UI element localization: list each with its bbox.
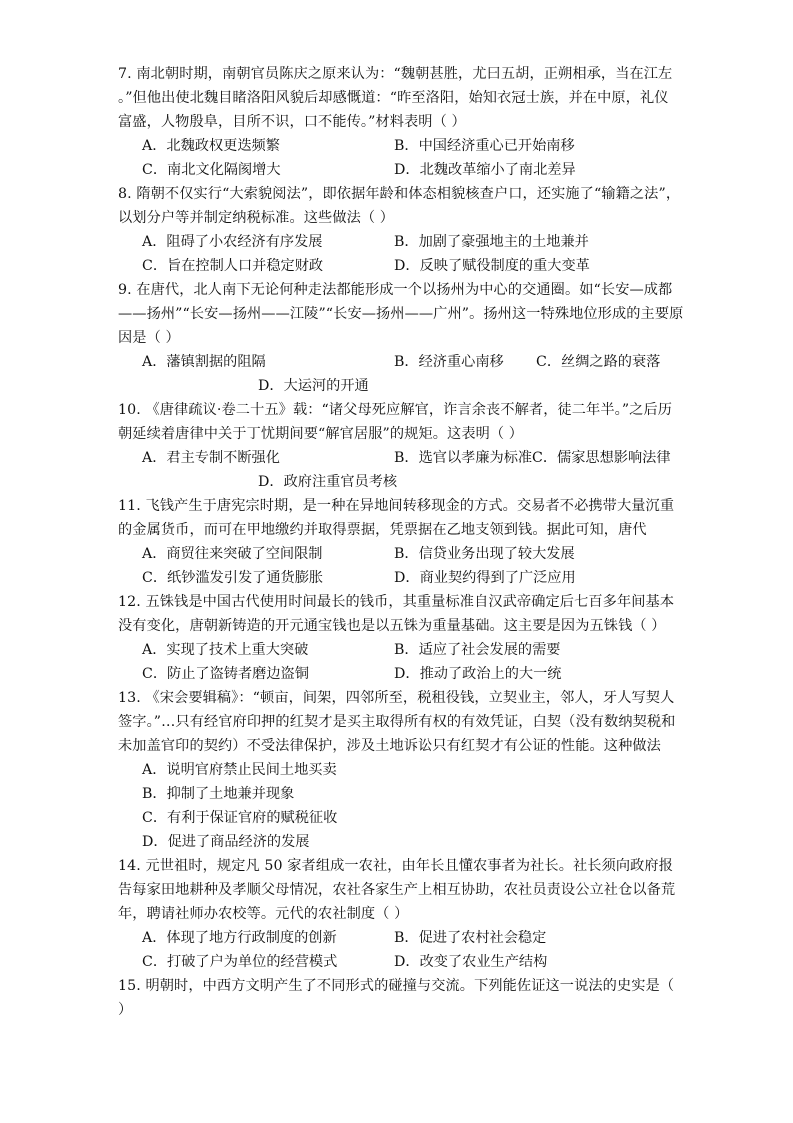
q11-stem-line-1: 11. 飞钱产生于唐宪宗时期，是一种在异地间转移现金的方式。交易者不必携带大量沉重 [118,498,675,514]
q13-option-a: A．说明官府禁止民间土地买卖 [142,762,337,778]
q10-option-b: B．选官以孝廉为标准 [394,450,533,466]
q12-option-c: C．防止了盗铸者磨边盗铜 [142,666,309,682]
q7-option-d: D．北魏改革缩小了南北差异 [394,162,576,178]
q13-stem-line-2: 签字。”…只有经官府印押的红契才是买主取得所有权的有效凭证，白契（没有数纳契税和 [118,714,676,730]
q14-option-a: A．体现了地方行政制度的创新 [142,930,337,946]
q9-stem-line-2: ——扬州”“长安—扬州——江陵”“长安—扬州——广州”。扬州这一特殊地位形成的主要原 [118,306,684,322]
q7-option-b: B．中国经济重心已开始南移 [394,138,575,154]
q12-option-a: A．实现了技术上重大突破 [142,642,309,658]
q8-stem-line-1: 8. 隋朝不仅实行“大索貌阅法”，即依据年龄和体态相貌核查户口，还实施了“输籍之法”， [118,186,681,202]
q13-option-b: B．抑制了土地兼并现象 [142,786,295,802]
q11-option-a: A．商贸往来突破了空间限制 [142,546,323,562]
q11-option-c: C．纸钞滥发引发了通货膨胀 [142,570,324,586]
q10-option-d: D．政府注重官员考核 [258,474,398,490]
q9-option-b: B．经济重心南移 [394,354,504,370]
q12-option-b: B．适应了社会发展的需要 [394,642,561,658]
q7-stem-line-2: 。”但他出使北魏目睹洛阳风貌后却感慨道：“昨至洛阳，始知衣冠士族，并在中原，礼仪 [118,90,669,106]
q9-stem-line-3: 因是（ ） [118,330,180,346]
q10-stem-line-2: 朝延续着唐律中关于丁忧期间要“解官居服”的规矩。这表明（ ） [118,426,524,442]
q9-option-c: C．丝绸之路的衰落 [536,354,661,370]
q13-option-d: D．促进了商品经济的发展 [142,834,310,850]
q8-option-d: D．反映了赋役制度的重大变革 [394,258,590,274]
q14-stem-line-2: 告每家田地耕种及孝顺父母情况，农社各家生产上相互协助，农社员责设公立社仓以备荒 [118,882,676,898]
q8-option-a: A．阻碍了小农经济有序发展 [142,234,323,250]
q10-stem-line-1: 10. 《唐律疏议·卷二十五》载：“诸父母死应解官，诈言余丧不解者，徒二年半。”之后历 [118,402,673,418]
q10-option-a: A．君主专制不断强化 [142,450,280,466]
q11-option-b: B．信贷业务出现了较大发展 [394,546,575,562]
q7-stem-line-3: 富盛，人物殷阜，目所不识，口不能传。”材料表明（ ） [118,114,466,130]
q8-stem-line-2: 以划分户等并制定纳税标准。这些做法（ ） [118,210,395,226]
q7-stem-line-1: 7. 南北朝时期，南朝官员陈庆之原来认为：“魏朝甚胜，尤曰五胡，正朔相承，当在江左 [118,66,673,82]
q12-stem-line-1: 12. 五铢钱是中国古代使用时间最长的钱币，其重量标准自汉武帝确定后七百多年间基本 [118,594,675,610]
q15-stem-line-2: ） [118,1002,133,1018]
q12-option-d: D．推动了政治上的大一统 [394,666,562,682]
q9-option-d: D．大运河的开通 [258,378,369,394]
q14-option-b: B．促进了农村社会稳定 [394,930,547,946]
q11-option-d: D．商业契约得到了广泛应用 [394,570,576,586]
q9-stem-line-1: 9. 在唐代，北人南下无论何种走法都能形成一个以扬州为中心的交通圈。如“长安—成都 [118,282,673,298]
q7-option-c: C．南北文化隔阂增大 [142,162,281,178]
q8-option-c: C．旨在控制人口并稳定财政 [142,258,324,274]
q7-option-a: A．北魏政权更迭频繁 [142,138,280,154]
q13-stem-line-1: 13. 《宋会要辑稿》：“顿亩，间架，四邻所至，税租役钱，立契业主，邻人，牙人写契人 [118,690,675,706]
q13-option-c: C．有利于保证官府的赋税征收 [142,810,338,826]
q13-stem-line-3: 未加盖官印的契约）不受法律保护，涉及土地诉讼只有红契才有公证的性能。这种做法 [118,738,661,754]
q12-stem-line-2: 没有变化，唐朝新铸造的开元通宝钱也是以五铢为重量基础。这主要是因为五铢钱（ ） [118,618,666,634]
q14-option-c: C．打破了户为单位的经营模式 [142,954,338,970]
q14-stem-line-3: 年，聘请社师办农校等。元代的农社制度（ ） [118,906,409,922]
q14-option-d: D．改变了农业生产结构 [394,954,548,970]
q10-option-c: C．儒家思想影响法律 [532,450,671,466]
q9-option-a: A．藩镇割据的阻隔 [142,354,266,370]
q15-stem-line-1: 15. 明朝时，中西方文明产生了不同形式的碰撞与交流。下列能佐证这一说法的史实是（ [118,978,675,994]
q11-stem-line-2: 的金属货币，而可在甲地缴约并取得票据，凭票据在乙地支领到钱。据此可知，唐代 [118,522,647,538]
q14-stem-line-1: 14. 元世祖时，规定凡 50 家者组成一农社，由年长且懂农事者为社长。社长须向政府报 [118,858,674,874]
q8-option-b: B．加剧了豪强地主的土地兼并 [394,234,589,250]
